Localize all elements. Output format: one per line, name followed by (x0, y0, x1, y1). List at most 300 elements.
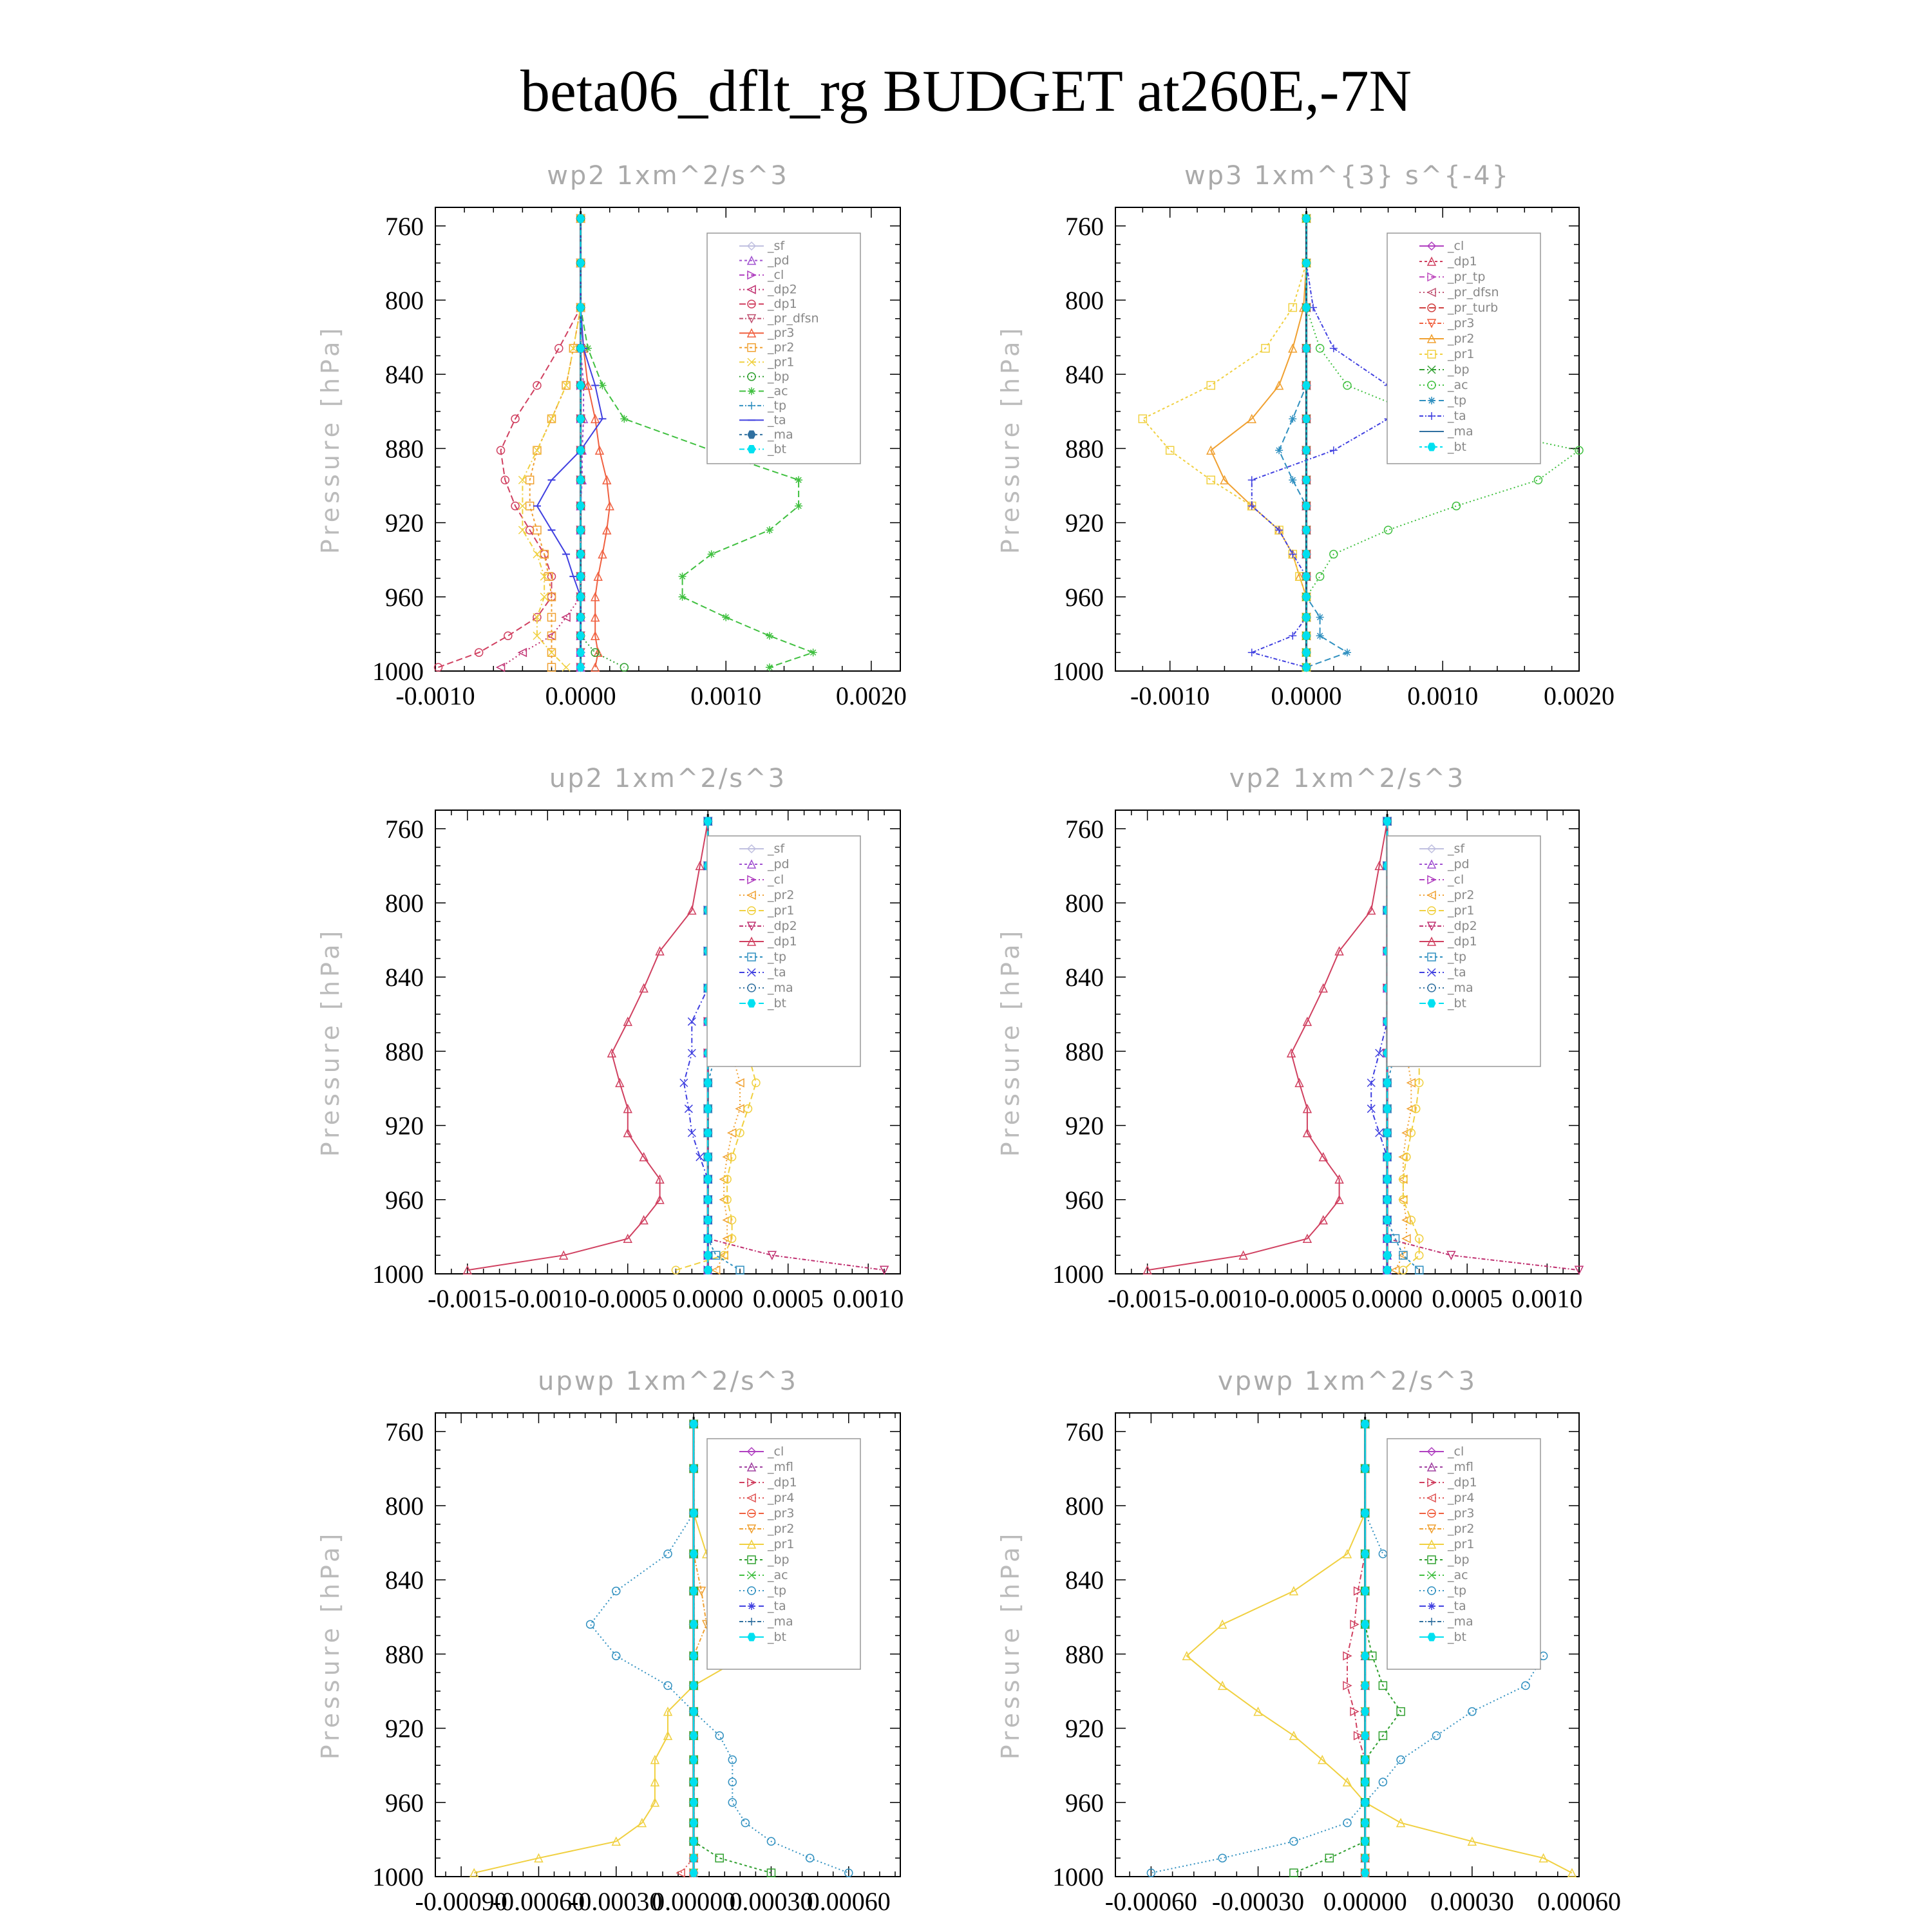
x-tick-label: 0.0010 (1511, 1284, 1583, 1313)
data-point (704, 1175, 712, 1183)
legend-label: _pr2 (768, 1522, 795, 1536)
data-point (704, 1079, 712, 1086)
y-tick-label: 840 (385, 1566, 424, 1595)
y-tick-label: 1000 (372, 657, 424, 686)
legend-label: _pr2 (1448, 1522, 1475, 1536)
legend-label: _dp1 (768, 934, 797, 949)
x-tick-label: -0.0010 (1188, 1284, 1267, 1313)
legend-label: _bt (768, 1630, 787, 1644)
data-point (577, 573, 585, 580)
legend-label: _sf (1448, 842, 1465, 856)
legend-marker (748, 431, 755, 439)
data-point (690, 1420, 697, 1428)
legend-label: _dp1 (1448, 1475, 1477, 1490)
data-point (664, 1681, 672, 1689)
data-point (722, 613, 730, 621)
data-point (1361, 1550, 1369, 1558)
data-point (728, 1799, 736, 1806)
legend-label: _ma (1448, 424, 1473, 439)
legend-label: _ma (768, 981, 793, 995)
data-point (533, 551, 541, 558)
y-tick-label: 760 (385, 814, 424, 844)
y-tick-label: 800 (1065, 286, 1104, 315)
legend-label: _pr_dfsn (768, 311, 819, 326)
legend-label: _tp (1448, 950, 1467, 964)
legend-label: _pd (768, 253, 790, 268)
data-point (690, 1778, 697, 1786)
data-point (1248, 649, 1256, 656)
data-point (1534, 476, 1542, 484)
data-point (1316, 573, 1324, 580)
legend-label: _bp (768, 369, 790, 384)
data-point (577, 632, 585, 639)
x-tick-label: -0.0010 (1130, 681, 1210, 710)
data-point (1302, 345, 1310, 352)
panel-5 (316, 1367, 900, 1916)
data-point (1379, 1550, 1387, 1558)
panel-2 (996, 161, 1615, 710)
y-tick-label: 800 (1065, 889, 1104, 918)
y-tick-label: 800 (1065, 1492, 1104, 1520)
data-point (1330, 345, 1338, 352)
legend-label: _ta (1448, 965, 1466, 980)
y-tick-label: 760 (1065, 1417, 1104, 1446)
data-point (690, 1510, 697, 1517)
data-point (1468, 1708, 1476, 1716)
legend-marker (748, 999, 755, 1007)
data-point (577, 345, 585, 352)
y-tick-label: 960 (1065, 582, 1104, 612)
series-bt (1361, 1420, 1369, 1877)
data-point (704, 817, 712, 825)
x-tick-label: 0.00060 (806, 1887, 891, 1916)
x-tick-label: 0.0020 (835, 681, 907, 710)
x-tick-label: -0.0010 (507, 1284, 587, 1313)
legend-label: _tp (768, 398, 787, 413)
data-point (1302, 526, 1310, 534)
series-tp (1275, 214, 1351, 671)
legend-label: _bt (768, 996, 787, 1010)
x-tick-label: 0.0005 (1432, 1284, 1503, 1313)
data-point (679, 593, 687, 601)
data-point (690, 1799, 697, 1806)
data-point (1361, 1854, 1369, 1862)
data-point (1376, 1129, 1383, 1137)
y-tick-label: 840 (385, 360, 424, 390)
y-tick-label: 920 (1065, 1714, 1104, 1743)
data-point (1302, 415, 1310, 422)
legend-label: _ac (768, 384, 788, 399)
legend-label: _ma (1448, 1615, 1473, 1629)
x-tick-label: 0.0020 (1544, 681, 1615, 710)
data-point (690, 1756, 697, 1764)
legend-label: _ta (1448, 1599, 1466, 1613)
data-point (1383, 1235, 1391, 1242)
data-point (1289, 415, 1296, 422)
data-point (598, 381, 606, 389)
y-tick-label: 800 (385, 286, 424, 315)
legend-label: _pr1 (1448, 904, 1475, 918)
data-point (548, 415, 556, 422)
y-tick-label: 880 (385, 434, 424, 464)
legend-label: _bt (1448, 440, 1467, 454)
data-point (690, 1550, 697, 1558)
data-point (1289, 304, 1296, 312)
legend-label: _bt (1448, 996, 1467, 1010)
data-point (504, 632, 512, 639)
data-point (612, 1652, 620, 1660)
y-tick-label: 960 (1065, 1788, 1104, 1817)
legend-label: _tp (1448, 1584, 1467, 1598)
series-pr2 (526, 214, 585, 671)
x-tick-label: 0.00000 (652, 1887, 736, 1916)
legend-label: _bt (1448, 1630, 1467, 1644)
y-axis-label: Pressure [hPa] (316, 324, 345, 554)
x-tick-label: 0.0000 (1352, 1284, 1423, 1313)
y-tick-label: 960 (1065, 1185, 1104, 1215)
y-tick-label: 800 (385, 1492, 424, 1520)
data-point (1302, 476, 1310, 484)
y-axis-label: Pressure [hPa] (316, 1530, 345, 1760)
legend-label: _mfl (768, 1460, 793, 1474)
legend-label: _pr4 (1448, 1491, 1475, 1505)
y-tick-label: 920 (385, 508, 424, 538)
data-point (766, 632, 773, 639)
legend (707, 1439, 860, 1669)
data-point (1361, 1620, 1369, 1628)
data-point (715, 1854, 723, 1862)
x-tick-label: -0.0015 (428, 1284, 507, 1313)
y-tick-label: 960 (385, 582, 424, 612)
data-point (1302, 573, 1310, 580)
y-tick-label: 920 (1065, 508, 1104, 538)
data-point (1383, 1079, 1391, 1086)
data-point (577, 551, 585, 558)
data-point (1432, 1732, 1440, 1739)
legend (707, 836, 860, 1066)
legend-label: _bp (768, 1553, 790, 1567)
data-point (577, 502, 585, 510)
data-point (704, 1105, 712, 1113)
x-tick-label: -0.00060 (492, 1887, 585, 1916)
legend-label: _cl (768, 268, 784, 283)
data-point (1302, 663, 1310, 671)
panel-1 (316, 161, 907, 710)
data-point (795, 502, 802, 510)
series-pr1 (1139, 214, 1310, 671)
data-point (1568, 1869, 1576, 1877)
x-tick-label: -0.0015 (1107, 1284, 1188, 1313)
y-tick-label: 840 (1065, 963, 1104, 992)
panel-3 (316, 764, 904, 1313)
legend-label: _ta (768, 1599, 786, 1613)
y-axis-label: Pressure [hPa] (316, 927, 345, 1157)
legend-marker (1428, 397, 1435, 404)
data-point (1452, 502, 1460, 510)
x-tick-label: -0.00090 (415, 1887, 507, 1916)
data-point (577, 446, 585, 454)
data-point (704, 1153, 712, 1161)
data-point (1383, 1129, 1391, 1137)
legend-label: _pr2 (1448, 332, 1475, 346)
data-point (1290, 1837, 1298, 1845)
series-line (1279, 218, 1347, 667)
y-tick-label: 840 (1065, 1566, 1104, 1595)
y-axis-label: Pressure [hPa] (996, 1530, 1025, 1760)
data-point (1361, 1732, 1369, 1739)
x-tick-label: 0.0005 (752, 1284, 824, 1313)
data-point (688, 1018, 696, 1025)
data-point (810, 649, 817, 656)
legend-label: _cl (1448, 1444, 1464, 1459)
legend-marker (1428, 1602, 1435, 1610)
legend-label: _pr1 (1448, 347, 1475, 361)
y-tick-label: 760 (385, 1417, 424, 1446)
data-point (679, 573, 687, 580)
y-tick-label: 880 (1065, 1640, 1104, 1669)
data-point (577, 415, 585, 422)
legend-label: _cl (1448, 873, 1464, 887)
legend-label: _ma (768, 427, 793, 442)
x-tick-label: 0.0000 (1271, 681, 1342, 710)
legend-label: _ta (1448, 409, 1466, 423)
y-tick-label: 800 (385, 889, 424, 918)
x-tick-label: 0.0010 (833, 1284, 904, 1313)
data-point (1302, 502, 1310, 510)
y-tick-label: 840 (385, 963, 424, 992)
data-point (612, 1587, 620, 1595)
series-bp (577, 214, 629, 671)
data-point (1447, 1251, 1455, 1259)
y-tick-label: 760 (1065, 211, 1104, 241)
legend-label: _cl (768, 873, 784, 887)
data-point (690, 1681, 697, 1689)
legend-label: _pr_dfsn (1448, 285, 1499, 299)
series-pr2 (1207, 214, 1310, 671)
data-point (704, 1129, 712, 1137)
data-point (1302, 632, 1310, 639)
series-dp1 (1144, 817, 1391, 1274)
series-line (1148, 821, 1387, 1270)
data-point (664, 1550, 672, 1558)
data-point (1302, 304, 1310, 312)
legend-label: _ac (768, 1568, 788, 1582)
data-point (752, 1079, 760, 1086)
data-point (708, 551, 715, 558)
legend-marker (1428, 443, 1435, 451)
data-point (577, 649, 585, 656)
data-point (577, 476, 585, 484)
y-tick-label: 1000 (1052, 1260, 1104, 1289)
y-tick-label: 1000 (1052, 657, 1104, 686)
data-point (577, 593, 585, 601)
panel-6 (996, 1367, 1621, 1916)
legend-label: _dp1 (1448, 254, 1477, 269)
legend-label: _bp (1448, 363, 1470, 377)
data-point (518, 502, 526, 510)
series-pr3 (577, 214, 614, 671)
y-tick-label: 960 (385, 1788, 424, 1817)
legend-label: _pr_tp (1448, 270, 1486, 284)
legend-label: _sf (768, 842, 785, 856)
data-point (1361, 1837, 1369, 1845)
legend (1387, 836, 1540, 1066)
data-point (690, 1620, 697, 1628)
legend-label: _bp (1448, 1553, 1470, 1567)
legend-label: _pd (1448, 857, 1470, 871)
legend-label: _ta (768, 413, 786, 428)
legend-label: _pr3 (768, 1506, 795, 1520)
legend-label: _pr2 (768, 888, 795, 902)
legend-label: _pr3 (768, 326, 795, 341)
y-tick-label: 1000 (1052, 1862, 1104, 1891)
data-point (690, 1837, 697, 1845)
legend-label: _ta (768, 965, 786, 980)
x-tick-label: 0.0010 (1407, 681, 1479, 710)
data-point (1361, 1510, 1369, 1517)
panel-title: vpwp 1xm^2/s^3 (1217, 1367, 1477, 1396)
data-point (1289, 551, 1296, 558)
panel-4 (996, 764, 1583, 1313)
data-point (577, 381, 585, 389)
data-point (540, 593, 548, 601)
data-point (1383, 1251, 1391, 1259)
data-point (1383, 1266, 1391, 1274)
data-point (577, 613, 585, 621)
data-point (766, 526, 773, 534)
data-point (1361, 1681, 1369, 1689)
data-point (696, 1153, 704, 1161)
legend-marker (748, 1602, 755, 1610)
data-point (577, 214, 585, 222)
legend-label: _sf (768, 239, 785, 253)
legend-label: _tp (1448, 393, 1467, 408)
data-point (690, 1652, 697, 1660)
data-point (562, 613, 570, 621)
legend-label: _pr1 (768, 904, 795, 918)
series-dp2 (497, 214, 585, 671)
data-point (1361, 1587, 1369, 1595)
figure-title: beta06_dflt_rg BUDGET at260E,-7N (520, 58, 1412, 124)
x-tick-label: -0.0005 (588, 1284, 668, 1313)
data-point (1302, 259, 1310, 267)
data-point (704, 1266, 712, 1274)
x-tick-label: 0.00060 (1537, 1887, 1621, 1916)
panel-title: wp3 1xm^{3} s^{-4} (1184, 161, 1511, 191)
series-line (439, 218, 581, 667)
data-point (1330, 446, 1338, 454)
panel-title: upwp 1xm^2/s^3 (538, 1367, 798, 1396)
x-tick-label: -0.0005 (1267, 1284, 1347, 1313)
y-tick-label: 920 (1065, 1111, 1104, 1141)
data-point (1361, 1708, 1369, 1716)
data-point (1385, 526, 1392, 534)
panel-title: wp2 1xm^2/s^3 (547, 161, 789, 191)
series-line (581, 218, 625, 667)
data-point (1325, 1854, 1333, 1862)
data-point (712, 1266, 720, 1274)
legend-marker (1428, 999, 1435, 1007)
x-tick-label: 0.0000 (672, 1284, 744, 1313)
data-point (577, 304, 585, 312)
data-point (1207, 476, 1215, 484)
panel-title: up2 1xm^2/s^3 (549, 764, 787, 793)
data-point (690, 1819, 697, 1826)
legend-marker (1428, 1633, 1435, 1641)
series-line (1252, 218, 1388, 667)
y-tick-label: 1000 (372, 1260, 424, 1289)
data-point (690, 1464, 697, 1472)
legend-label: _cl (768, 1444, 784, 1459)
y-axis-label: Pressure [hPa] (996, 324, 1025, 554)
data-point (1391, 1266, 1399, 1274)
legend-label: _ma (1448, 981, 1473, 995)
data-point (704, 1196, 712, 1204)
data-point (768, 1251, 776, 1259)
series-line (1294, 1424, 1401, 1873)
series-pr1 (518, 214, 584, 671)
data-point (620, 663, 628, 671)
data-point (1316, 613, 1324, 621)
series-line (1211, 218, 1306, 667)
legend-label: _pr1 (1448, 1537, 1475, 1551)
legend-label: _pr3 (1448, 1506, 1475, 1520)
legend-label: _ac (1448, 378, 1468, 392)
legend-label: _pd (768, 857, 790, 871)
data-point (540, 573, 548, 580)
data-point (1343, 649, 1351, 656)
data-point (741, 1819, 749, 1826)
data-point (1361, 1869, 1369, 1877)
data-point (562, 663, 570, 671)
legend-label: _dp2 (1448, 919, 1477, 933)
legend-label: _mfl (1448, 1460, 1473, 1474)
y-tick-label: 880 (1065, 434, 1104, 464)
data-point (1361, 1819, 1369, 1826)
y-tick-label: 840 (1065, 360, 1104, 390)
x-tick-label: 0.00000 (1323, 1887, 1407, 1916)
legend-marker (748, 1633, 755, 1641)
legend-label: _pr1 (768, 1537, 795, 1551)
data-point (497, 663, 505, 671)
panel-title: vp2 1xm^2/s^3 (1229, 764, 1466, 793)
data-point (1302, 446, 1310, 454)
x-tick-label: -0.00060 (1104, 1887, 1198, 1916)
y-tick-label: 960 (385, 1185, 424, 1215)
legend-label: _ac (1448, 1568, 1468, 1582)
legend-label: _ma (768, 1615, 793, 1629)
data-point (1316, 632, 1324, 639)
y-axis-label: Pressure [hPa] (996, 927, 1025, 1157)
x-tick-label: -0.00030 (570, 1887, 663, 1916)
data-point (744, 1105, 752, 1113)
data-point (1383, 1175, 1391, 1183)
data-point (766, 663, 773, 671)
legend-label: _bt (768, 442, 787, 457)
data-point (704, 1235, 712, 1242)
x-tick-label: 0.0010 (690, 681, 762, 710)
legend-label: _cl (1448, 239, 1464, 253)
legend-marker (748, 445, 755, 453)
series-ta (1248, 214, 1392, 671)
data-point (704, 1216, 712, 1224)
legend-label: _pr2 (768, 340, 795, 355)
data-point (1376, 1049, 1383, 1057)
data-point (795, 476, 802, 484)
data-point (1383, 1196, 1391, 1204)
data-point (577, 526, 585, 534)
legend-label: _dp2 (768, 919, 797, 933)
